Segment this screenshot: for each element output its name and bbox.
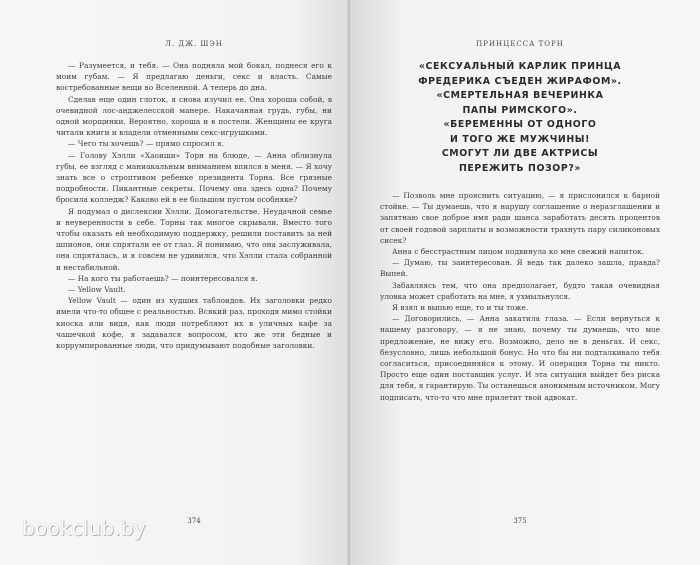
headline-line: СМОГУТ ЛИ ДВЕ АКТРИСЫ [441,148,599,159]
running-head-left: Л. ДЖ. ШЭН [165,40,223,48]
paragraph: — Чего ты хочешь? — прямо спросил я. [68,139,224,149]
paragraph: Анна с бесстрастным лицом подвинула ко мне свежий напиток. [392,247,644,257]
paragraph: — Думаю, ты заинтересован. Я ведь так далеко зашла, правда? Выпей. [380,258,660,279]
paragraph: — Yellow Vault. [68,285,126,295]
headline-line: ФРЕДЕРИКА СЪЕДЕН ЖИРАФОМ». [418,75,622,87]
headline-line: ПЕРЕЖИТЬ ПОЗОР?» [458,162,582,174]
paragraph: — Договорились, — Анна закатила глаза. — Если вернуться к нашему разговору, — я не знаю, почему ты думаешь, что мое предложение, не вижу его. Возможно, дело не в деньгах. И секс, безусловно, лишь небольшой бонус. Но что бы ни подталкивало тебя согласиться, присоединяйся к этому. И операция Торна ты никто. Просто еще один поставщик услуг. И эта ситуация выйдет без риска для тебя, я гарантирую. Ты останешься анонимным источником. Могу подписать, что-то что мне прилетит твой адвокат. [380,314,660,402]
running-head-right: ПРИНЦЕССА ТОРН [476,40,564,48]
paragraph: — На кого ты работаешь? — поинтересовался я. [68,273,258,283]
right-page [350,0,700,565]
paragraph: — Позволь мне прояснить ситуацию, — я прислонился к барной стойке. — Ты думаешь, что я нарушу соглашение о неразглашении и запятнаю свое доброе имя ради шанса заработать десять процентов от своей годовой зарплаты и возможности трахнуть пару силиконовых сисек? [380,191,660,245]
paragraph: Сделав еще один глоток, я снова изучил ее. Она хороша собой, в очевидной лос-анджелесской манере. Накачанная грудь, губы, ни одной морщинки. Вероятно, хороша и в постели. Женщины ее круга читали книги и владели отменными секс-игрушками. [56,94,332,138]
headline-line: «БЕРЕМЕННЫ ОТ ОДНОГО [443,119,597,130]
paragraph: — Разумеется, и тебя. — Она подняла мой бокал, поднеся его к моим губам. — Я предлагаю деньги, секс и власть. Самые востребованные вещи во Вселенной. А теперь до дна. [56,61,332,93]
paragraph: Yellow Vault — один из худших таблоидов. Их заголовки редко имели что-то общее с реальностью. Всякий раз, проходя мимо стойки киоска или видя, как люди потребляют их в уличных кафе за чашечкой кофе, я задавался вопросом, кто же эти бедные и коррумпированные люди, что придумывают подобные заголовки. [56,296,332,351]
page-number-right: 375 [513,517,527,525]
paragraph: Я подумал о дислексии Хэлли. Домогательстве. Неудачной семье и неуверенности в себе. Торны так многое скрывали. Вместо того чтобы оказать ей необходимую поддержку, решили поставить за ней шпионов, они спрятали ее от глаз. Я понимаю, что она заслуживала, она спряталась, и я совсем не удивился, что Хэлли стала собранной и нестабильной. [56,206,332,272]
right-page-body [380,190,660,403]
paragraph: Забавляясь тем, что она предполагает, будто такая очевидная уловка может сработать на мне, я ухмыльнулся. [380,280,660,301]
headline-line: ПАПЫ РИМСКОГО». [462,104,578,116]
headline-line: «СМЕРТЕЛЬНАЯ ВЕЧЕРИНКА [436,90,604,101]
paragraph: Я взял и выпью еще, то и ты тоже. [392,303,529,313]
page-number-left: 374 [187,517,201,525]
paragraph: — Голову Хэлли «Хаоиши» Торн на блюде, — Анна облизнула губы, ее взгляд с маниакальным вниманием впился в меня. — Я хочу знать все о строптивом ребенке президента Торна. Все грязные подробности. Пикантные секреты. Почему она здесь одна? Почему бросила колледж? Каково ей в ее большом пустом особняке? [56,150,332,205]
left-page-body [56,60,332,351]
site-watermark: bookclub.by [22,516,146,540]
headline-line: И ТОГО ЖЕ МУЖЧИНЫ! [450,133,590,145]
tabloid-headlines [386,60,654,176]
headline-line: «СЕКСУАЛЬНЫЙ КАРЛИК ПРИНЦА [418,61,622,72]
